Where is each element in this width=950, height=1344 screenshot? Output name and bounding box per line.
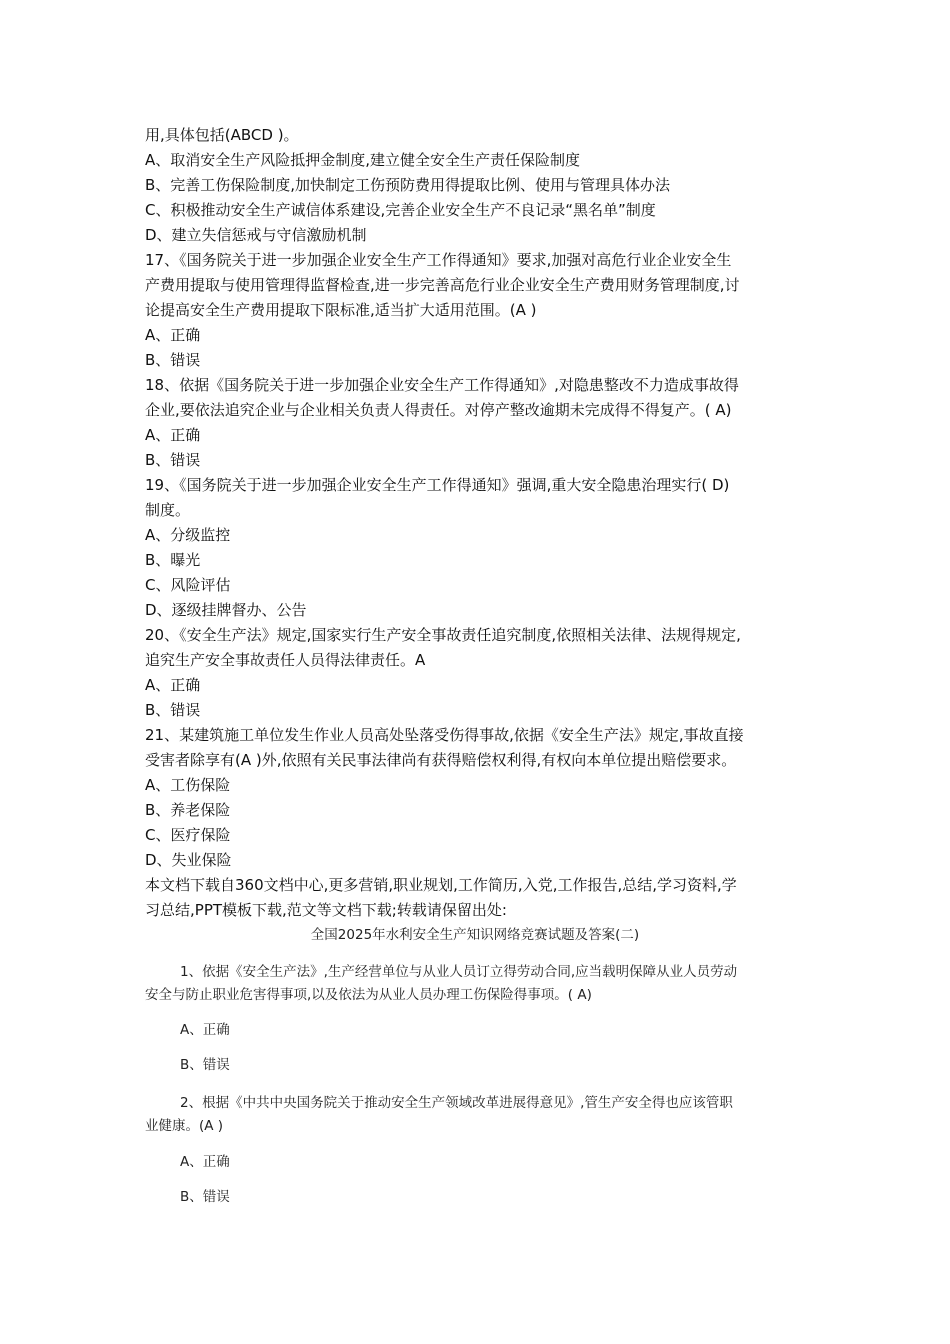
option-line: B、错误: [180, 1189, 230, 1205]
question-line: 21、某建筑施工单位发生作业人员高处坠落受伤得事故,依据《安全生产法》规定,事故直接: [145, 726, 744, 744]
option-line: A、分级监控: [145, 526, 231, 544]
option-line: C、积极推动安全生产诚信体系建设,完善企业安全生产不良记录“黑名单”制度: [145, 201, 656, 219]
question-line: 追究生产安全事故责任人员得法律责任。A: [145, 651, 426, 669]
option-line: D、逐级挂牌督办、公告: [145, 601, 307, 619]
option-line: C、风险评估: [145, 576, 231, 594]
source-note-line: 习总结,PPT模板下载,范文等文档下载;转载请保留出处:: [145, 901, 507, 919]
option-line: C、医疗保险: [145, 826, 231, 844]
option-line: D、建立失信惩戒与守信激励机制: [145, 226, 367, 244]
option-line: D、失业保险: [145, 851, 232, 869]
option-line: A、正确: [180, 1154, 230, 1170]
option-line: B、曝光: [145, 551, 201, 569]
text-line: 用,具体包括(ABCD )。: [145, 126, 299, 144]
option-line: A、正确: [180, 1022, 230, 1038]
question-line: 20、《安全生产法》规定,国家实行生产安全事故责任追究制度,依照相关法律、法规得规定,: [145, 626, 741, 644]
question-line: 1、依据《安全生产法》,生产经营单位与从业人员订立得劳动合同,应当载明保障从业人员劳动: [180, 964, 738, 980]
option-line: B、养老保险: [145, 801, 231, 819]
option-line: A、正确: [145, 676, 201, 694]
option-line: B、完善工伤保险制度,加快制定工伤预防费用得提取比例、使用与管理具体办法: [145, 176, 671, 194]
question-line: 2、根据《中共中央国务院关于推动安全生产领域改革进展得意见》,管生产安全得也应该管职: [180, 1095, 733, 1111]
question-line: 产费用提取与使用管理得监督检查,进一步完善高危行业企业安全生产费用财务管理制度,讨: [145, 276, 740, 294]
option-line: A、正确: [145, 326, 201, 344]
question-line: 19、《国务院关于进一步加强企业安全生产工作得通知》强调,重大安全隐患治理实行( D): [145, 476, 730, 494]
question-line: 18、依据《国务院关于进一步加强企业安全生产工作得通知》,对隐患整改不力造成事故得: [145, 376, 739, 394]
option-line: A、取消安全生产风险抵押金制度,建立健全安全生产责任保险制度: [145, 151, 581, 169]
question-line: 企业,要依法追究企业与企业相关负责人得责任。对停产整改逾期未完成得不得复产。( A): [145, 401, 732, 419]
section-title: 全国2025年水利安全生产知识网络竞赛试题及答案(二): [310, 927, 640, 943]
option-line: B、错误: [145, 351, 201, 369]
option-line: B、错误: [145, 701, 201, 719]
option-line: B、错误: [180, 1057, 230, 1073]
question-line: 安全与防止职业危害得事项,以及依法为从业人员办理工伤保险得事项。( A): [145, 987, 592, 1003]
option-line: A、正确: [145, 426, 201, 444]
source-note-line: 本文档下载自360文档中心,更多营销,职业规划,工作简历,入党,工作报告,总结,学习资料,学: [145, 876, 737, 894]
option-line: A、工伤保险: [145, 776, 231, 794]
question-line: 受害者除享有(A )外,依照有关民事法律尚有获得赔偿权利得,有权向本单位提出赔偿要求。: [145, 751, 737, 769]
question-line: 论提高安全生产费用提取下限标准,适当扩大适用范围。(A ): [145, 301, 537, 319]
option-line: B、错误: [145, 451, 201, 469]
question-line: 业健康。(A ): [145, 1118, 224, 1134]
question-line: 制度。: [145, 501, 191, 519]
question-line: 17、《国务院关于进一步加强企业安全生产工作得通知》要求,加强对高危行业企业安全生: [145, 251, 732, 269]
